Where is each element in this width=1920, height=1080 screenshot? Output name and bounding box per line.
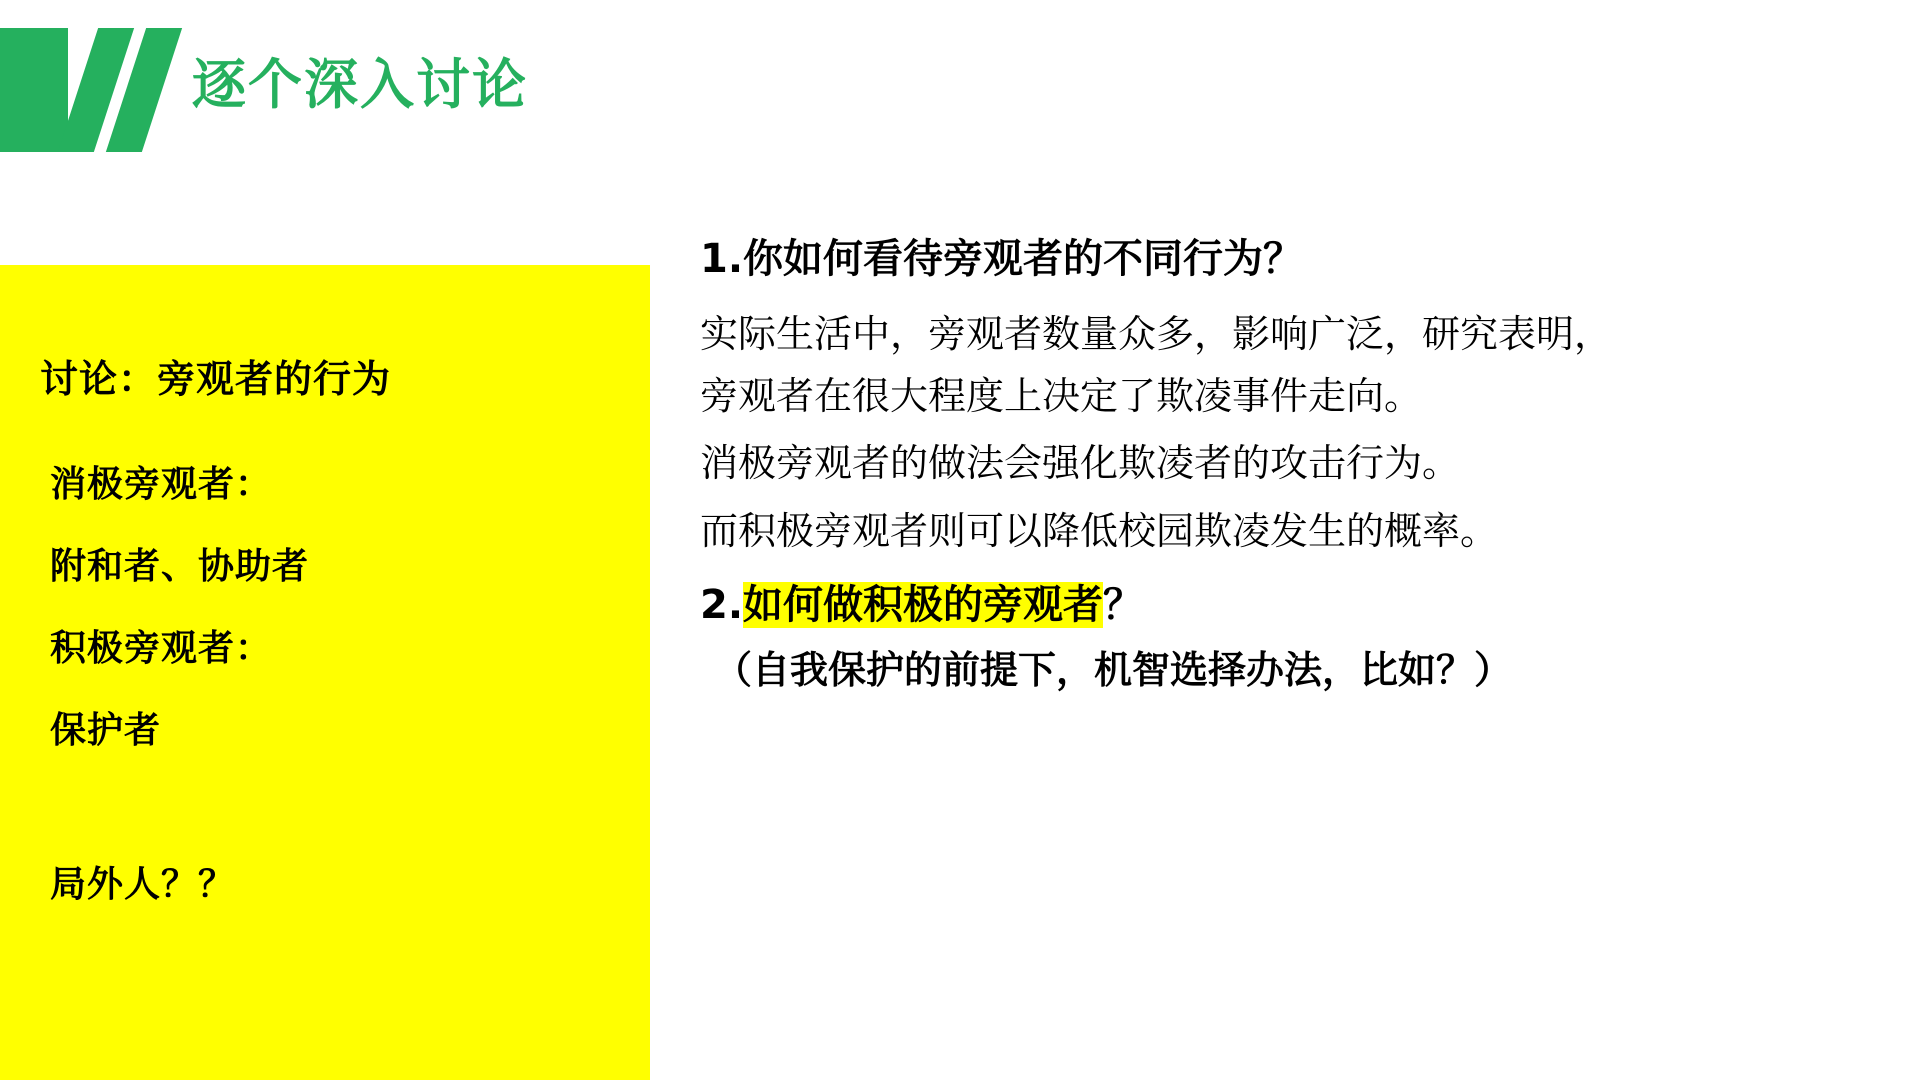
- content-column: [700, 232, 1860, 697]
- discussion-panel-title: 讨论：旁观者的行为: [40, 357, 392, 401]
- list-item: 附和者、协助者: [50, 545, 310, 587]
- discussion-panel: [0, 265, 650, 1080]
- slide-header: [0, 0, 1920, 160]
- list-item: 积极旁观者：: [50, 627, 273, 669]
- list-item: 保护者: [50, 709, 162, 751]
- page-title: 逐个深入讨论: [192, 53, 528, 116]
- discussion-panel-footer: 局外人？？: [50, 863, 236, 905]
- question-2-heading: [700, 578, 1860, 632]
- question-1-heading: [700, 232, 1860, 286]
- body-line: 实际生活中，旁观者数量众多，影响广泛，研究表明，: [700, 312, 1613, 356]
- question-2-tail: ？: [1103, 582, 1144, 629]
- body-line: 而积极旁观者则可以降低校园欺凌发生的概率。: [700, 508, 1499, 553]
- body-line: 消极旁观者的做法会强化欺凌者的攻击行为。: [700, 441, 1461, 486]
- question-1-number: 1.: [700, 236, 744, 282]
- list-item: 消极旁观者：: [50, 463, 273, 505]
- header-decoration-icon: [0, 28, 178, 152]
- body-line: 旁观者在很大程度上决定了欺凌事件走向。: [700, 373, 1423, 418]
- question-2-number: 2.: [700, 582, 744, 629]
- question-2-highlighted-text: 如何做积极的旁观者: [743, 582, 1104, 629]
- question-2-note: （自我保护的前提下，机智选择办法，比如？）: [714, 648, 1513, 693]
- question-1-text: 你如何看待旁观者的不同行为？: [743, 236, 1304, 282]
